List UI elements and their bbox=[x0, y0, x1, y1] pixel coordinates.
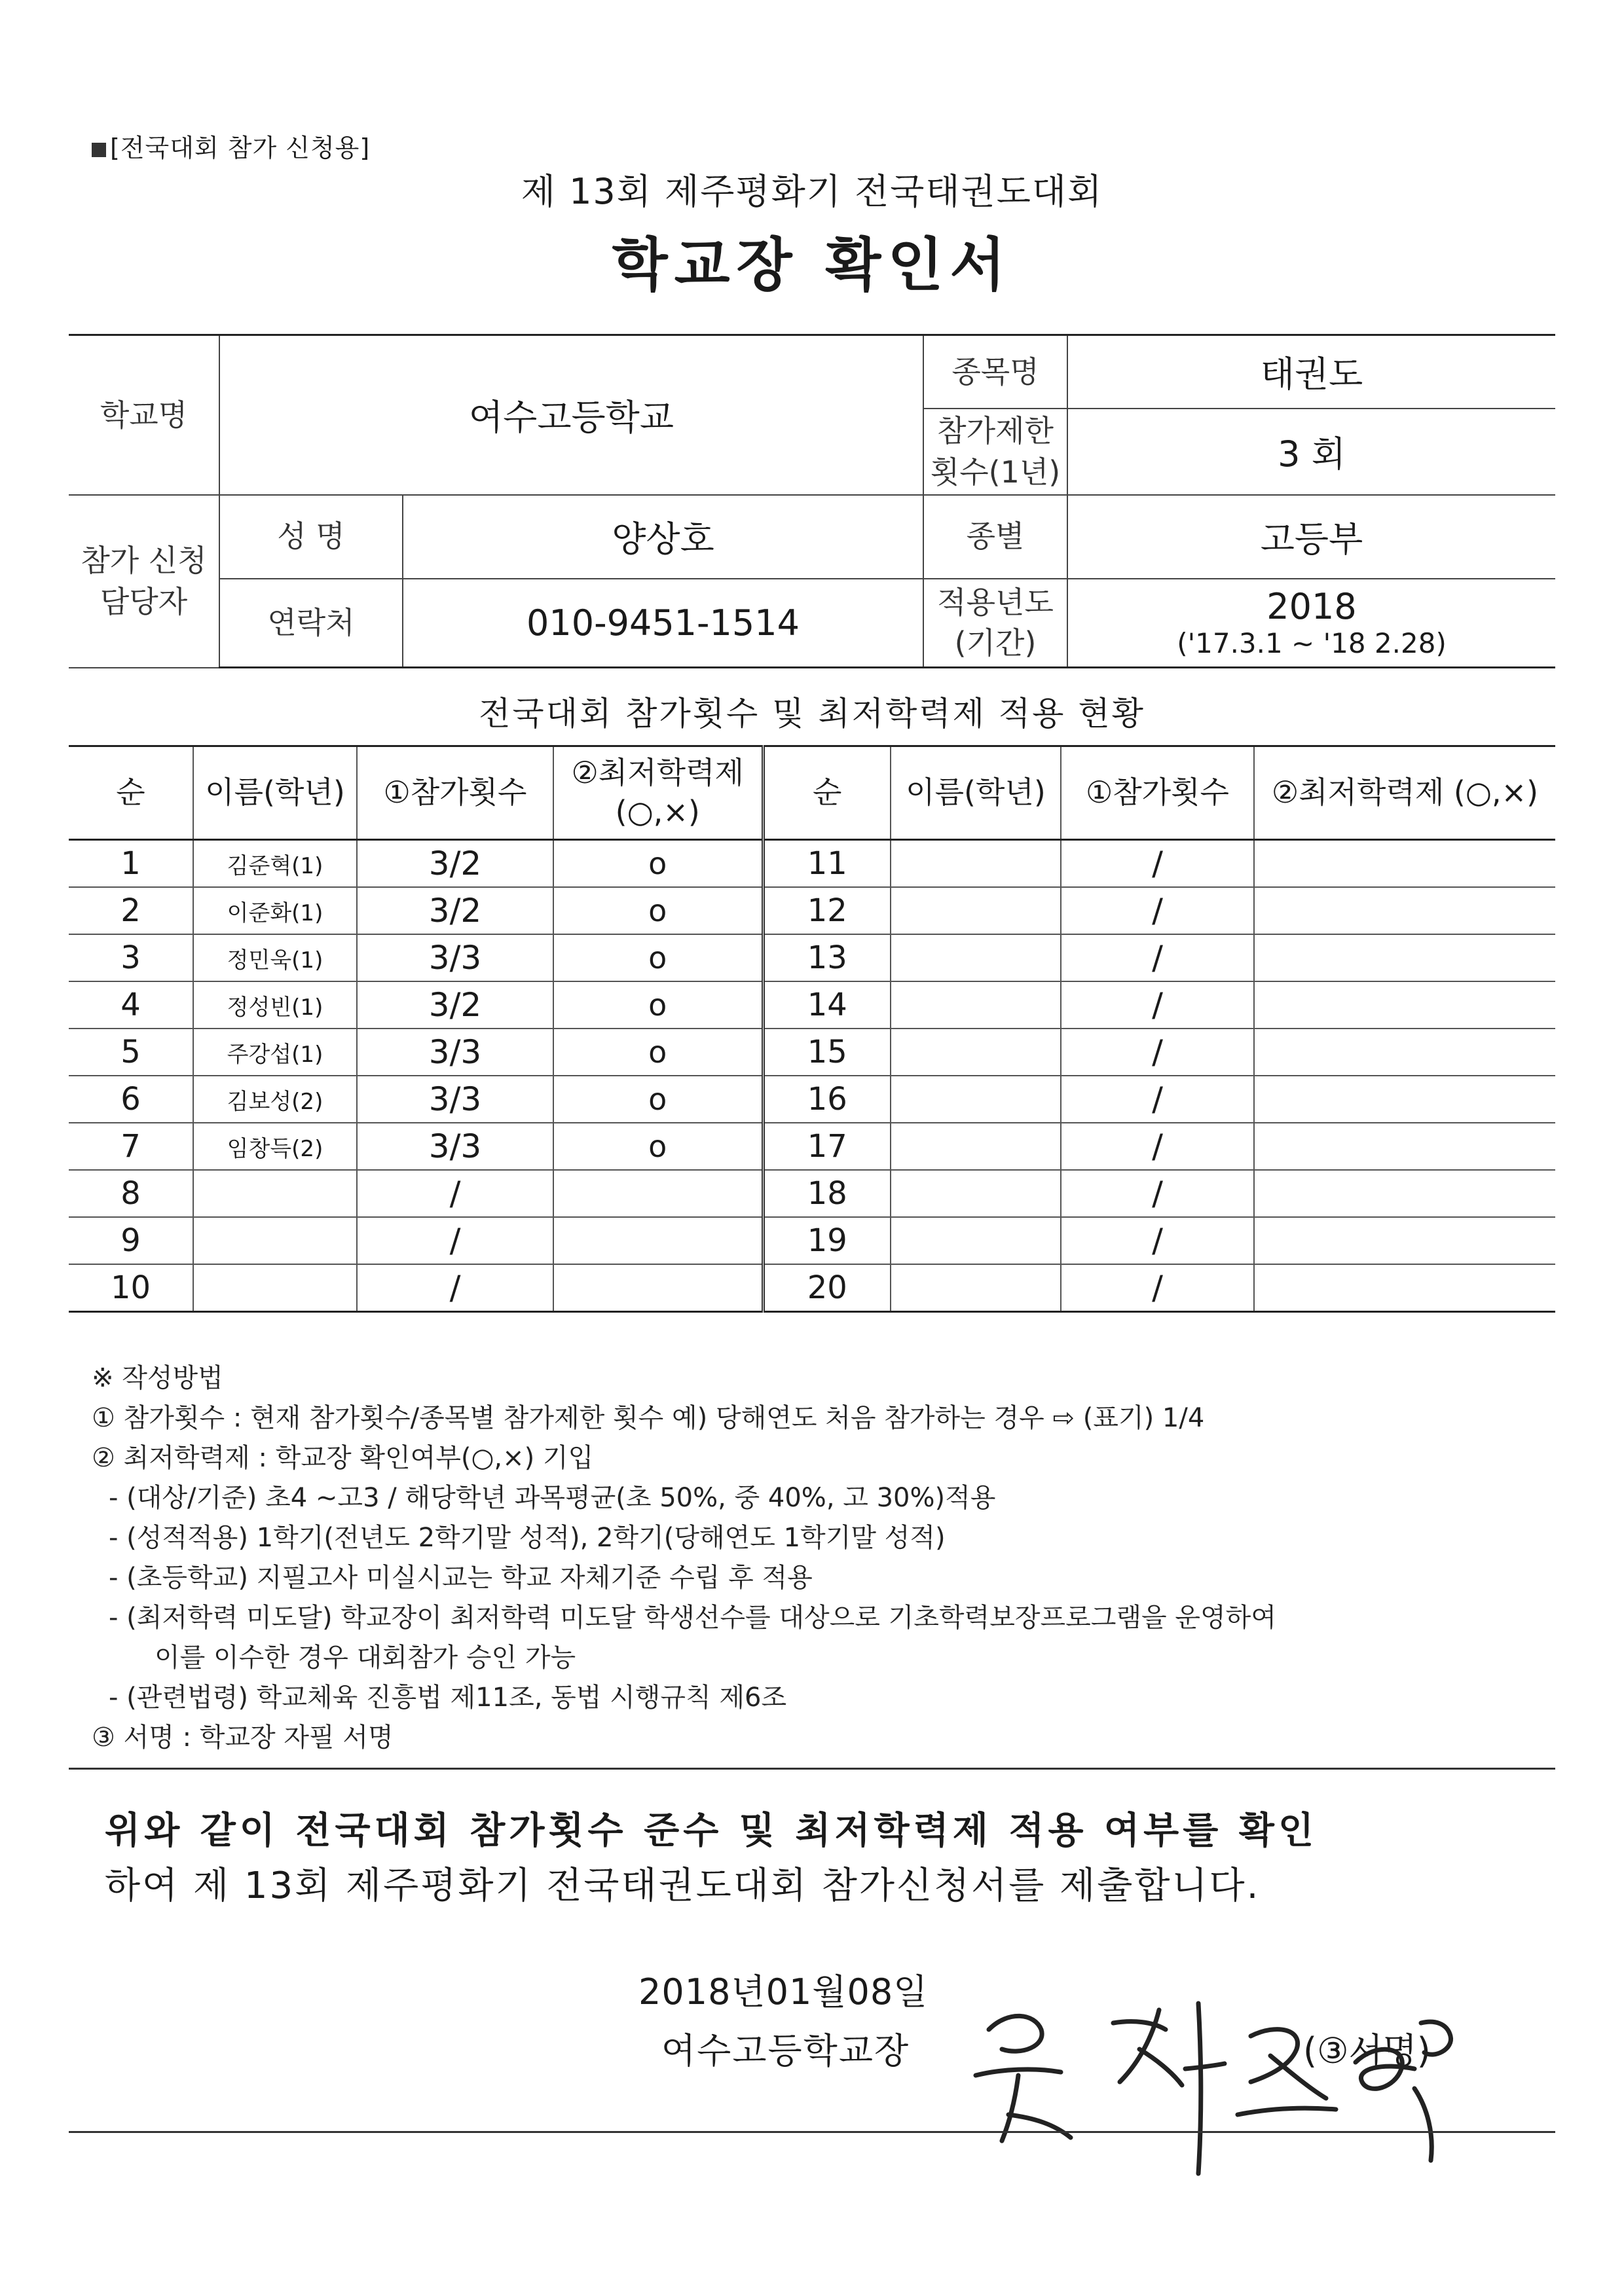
table-row bbox=[69, 1029, 1555, 1076]
row-number-2: 15 bbox=[763, 1029, 891, 1076]
row-name-2 bbox=[891, 1076, 1061, 1123]
note-not-reached: - (최저학력 미도달) 학교장이 최저학력 미도달 학생선수를 대상으로 기초학력보장프로그램을 운영하여 bbox=[109, 1603, 1276, 1633]
row-count-2: / bbox=[1061, 840, 1254, 888]
table-row bbox=[69, 1217, 1555, 1264]
applicant-label: 참가 신청 담당자 bbox=[69, 495, 219, 668]
row-number-2: 18 bbox=[763, 1170, 891, 1217]
row-count-2: / bbox=[1061, 1123, 1254, 1170]
col-header-no-2: 순 bbox=[763, 746, 891, 840]
row-min-academic-2 bbox=[1254, 887, 1555, 934]
division-value: 고등부 bbox=[1067, 495, 1555, 579]
row-min-academic-2 bbox=[1254, 981, 1555, 1029]
contact-label: 연락처 bbox=[219, 579, 403, 668]
year-value: 2018 bbox=[1266, 586, 1357, 628]
row-count: 3/2 bbox=[357, 887, 553, 934]
col-header-min-academic-2: ②최저학력제 (○,×) bbox=[1254, 746, 1555, 840]
section-title: 전국대회 참가횟수 및 최저학력제 적용 현황 bbox=[479, 695, 1145, 733]
row-number-2: 13 bbox=[763, 934, 891, 981]
col-header-min-academic: ②최저학력제 (○,×) bbox=[553, 746, 763, 840]
limit-value: 3 회 bbox=[1067, 409, 1555, 495]
note-min-academic: ② 최저학력제 : 학교장 확인여부(○,×) 기입 bbox=[92, 1443, 594, 1473]
school-name: 여수고등학교 bbox=[219, 335, 923, 495]
row-name: 주강섭(1) bbox=[193, 1029, 357, 1076]
row-min-academic: o bbox=[553, 981, 763, 1029]
row-number-2: 19 bbox=[763, 1217, 891, 1264]
row-min-academic: o bbox=[553, 887, 763, 934]
note-count: ① 참가횟수 : 현재 참가횟수/종목별 참가제한 횟수 예) 당해연도 처음 참가하는 경우 ⇨ (표기) 1/4 bbox=[92, 1403, 1205, 1433]
bottom-line bbox=[69, 2131, 1555, 2133]
contact-value: 010-9451-1514 bbox=[403, 579, 923, 668]
row-count: 3/2 bbox=[357, 840, 553, 888]
row-number: 1 bbox=[69, 840, 193, 888]
row-name-2 bbox=[891, 981, 1061, 1029]
declaration bbox=[105, 1804, 1545, 1914]
row-min-academic-2 bbox=[1254, 1264, 1555, 1312]
form-type-text: [전국대회 참가 신청용] bbox=[110, 134, 371, 162]
row-min-academic bbox=[553, 1264, 763, 1312]
row-name-2 bbox=[891, 1029, 1061, 1076]
table-row bbox=[69, 840, 1555, 888]
name-label: 성 명 bbox=[219, 495, 403, 579]
row-name bbox=[193, 1170, 357, 1217]
col-header-name-2: 이름(학년) bbox=[891, 746, 1061, 840]
row-number: 6 bbox=[69, 1076, 193, 1123]
row-number-2: 14 bbox=[763, 981, 891, 1029]
row-count-2: / bbox=[1061, 1029, 1254, 1076]
sign-label: (③서명) bbox=[1303, 2030, 1431, 2071]
row-number: 8 bbox=[69, 1170, 193, 1217]
row-min-academic-2 bbox=[1254, 1217, 1555, 1264]
sign-date: 2018년01월08일 bbox=[638, 1971, 929, 2013]
row-min-academic-2 bbox=[1254, 1170, 1555, 1217]
table-row bbox=[69, 981, 1555, 1029]
row-min-academic: o bbox=[553, 840, 763, 888]
row-name: 정성빈(1) bbox=[193, 981, 357, 1029]
row-name-2 bbox=[891, 887, 1061, 934]
row-count-2: / bbox=[1061, 887, 1254, 934]
event-label: 종목명 bbox=[923, 335, 1067, 409]
event-subtitle: 제 13회 제주평화기 전국태권도대회 bbox=[521, 171, 1103, 212]
declaration-line-2: 하여 제 13회 제주평화기 전국태권도대회 참가신청서를 제출합니다. bbox=[105, 1865, 1261, 1907]
limit-label: 참가제한 횟수(1년) bbox=[923, 409, 1067, 495]
row-count-2: / bbox=[1061, 1170, 1254, 1217]
row-name bbox=[193, 1217, 357, 1264]
row-min-academic bbox=[553, 1217, 763, 1264]
row-count: 3/3 bbox=[357, 1123, 553, 1170]
row-name-2 bbox=[891, 934, 1061, 981]
table-row bbox=[69, 1170, 1555, 1217]
handwritten-signature bbox=[963, 1984, 1480, 2180]
row-count-2: / bbox=[1061, 934, 1254, 981]
row-count: 3/3 bbox=[357, 1029, 553, 1076]
row-number: 9 bbox=[69, 1217, 193, 1264]
row-name: 김보성(2) bbox=[193, 1076, 357, 1123]
table-row bbox=[69, 887, 1555, 934]
note-elementary: - (초등학교) 지필고사 미실시교는 학교 자체기준 수립 후 적용 bbox=[109, 1563, 813, 1593]
row-number-2: 11 bbox=[763, 840, 891, 888]
row-count-2: / bbox=[1061, 981, 1254, 1029]
applicant-name: 양상호 bbox=[403, 495, 923, 579]
row-number-2: 12 bbox=[763, 887, 891, 934]
row-count: / bbox=[357, 1170, 553, 1217]
row-name-2 bbox=[891, 1217, 1061, 1264]
row-min-academic-2 bbox=[1254, 934, 1555, 981]
form-type-tag bbox=[92, 128, 370, 164]
note-law: - (관련법령) 학교체육 진흥법 제11조, 동법 시행규칙 제6조 bbox=[109, 1683, 787, 1713]
row-number-2: 16 bbox=[763, 1076, 891, 1123]
row-number-2: 20 bbox=[763, 1264, 891, 1312]
row-name-2 bbox=[891, 1170, 1061, 1217]
row-number-2: 17 bbox=[763, 1123, 891, 1170]
row-number: 5 bbox=[69, 1029, 193, 1076]
row-min-academic: o bbox=[553, 934, 763, 981]
row-min-academic: o bbox=[553, 1029, 763, 1076]
row-name-2 bbox=[891, 1264, 1061, 1312]
row-count: / bbox=[357, 1264, 553, 1312]
row-min-academic bbox=[553, 1170, 763, 1217]
table-row bbox=[69, 1076, 1555, 1123]
row-number: 3 bbox=[69, 934, 193, 981]
school-info-table bbox=[69, 334, 1555, 668]
col-header-name: 이름(학년) bbox=[193, 746, 357, 840]
table-row bbox=[69, 1123, 1555, 1170]
col-header-count: ①참가횟수 bbox=[357, 746, 553, 840]
note-signature: ③ 서명 : 학교장 자필 서명 bbox=[92, 1722, 394, 1753]
row-count: 3/3 bbox=[357, 1076, 553, 1123]
row-name: 정민욱(1) bbox=[193, 934, 357, 981]
row-number: 10 bbox=[69, 1264, 193, 1312]
table-header-row bbox=[69, 746, 1555, 840]
row-name: 이준화(1) bbox=[193, 887, 357, 934]
row-name: 김준혁(1) bbox=[193, 840, 357, 888]
year-label: 적용년도 (기간) bbox=[923, 579, 1067, 668]
school-label: 학교명 bbox=[69, 335, 219, 495]
col-header-no: 순 bbox=[69, 746, 193, 840]
event-name: 태권도 bbox=[1067, 335, 1555, 409]
row-min-academic: o bbox=[553, 1123, 763, 1170]
row-number: 4 bbox=[69, 981, 193, 1029]
participation-table bbox=[69, 745, 1555, 1313]
year-period: ('17.3.1 ~ '18 2.28) bbox=[1177, 627, 1447, 660]
divider-line bbox=[69, 1768, 1555, 1770]
row-name bbox=[193, 1264, 357, 1312]
division-label: 종별 bbox=[923, 495, 1067, 579]
row-min-academic-2 bbox=[1254, 1076, 1555, 1123]
row-number: 2 bbox=[69, 887, 193, 934]
square-bullet-icon bbox=[92, 143, 106, 157]
year-cell bbox=[1067, 579, 1555, 668]
row-min-academic-2 bbox=[1254, 1029, 1555, 1076]
instructions bbox=[92, 1358, 1552, 1758]
col-header-count-2: ①참가횟수 bbox=[1061, 746, 1254, 840]
table-row bbox=[69, 934, 1555, 981]
row-count-2: / bbox=[1061, 1076, 1254, 1123]
document-title: 학교장 확인서 bbox=[612, 231, 1012, 299]
row-count: 3/3 bbox=[357, 934, 553, 981]
row-min-academic: o bbox=[553, 1076, 763, 1123]
table-row bbox=[69, 1264, 1555, 1312]
row-count-2: / bbox=[1061, 1264, 1254, 1312]
note-not-reached-cont: 이를 이수한 경우 대회참가 승인 가능 bbox=[155, 1643, 576, 1673]
row-name-2 bbox=[891, 1123, 1061, 1170]
notes-heading: ※ 작성방법 bbox=[92, 1363, 223, 1393]
row-min-academic-2 bbox=[1254, 1123, 1555, 1170]
row-name-2 bbox=[891, 840, 1061, 888]
principal-title: 여수고등학교장 bbox=[661, 2030, 910, 2071]
row-count: / bbox=[357, 1217, 553, 1264]
row-number: 7 bbox=[69, 1123, 193, 1170]
declaration-line-1: 위와 같이 전국대회 참가횟수 준수 및 최저학력제 적용 여부를 확인 bbox=[105, 1810, 1318, 1852]
row-count-2: / bbox=[1061, 1217, 1254, 1264]
note-criteria: - (대상/기준) 초4 ~고3 / 해당학년 과목평균(초 50%, 중 40%, 고 30%)적용 bbox=[109, 1483, 996, 1513]
row-count: 3/2 bbox=[357, 981, 553, 1029]
row-min-academic-2 bbox=[1254, 840, 1555, 888]
note-grades: - (성적적용) 1학기(전년도 2학기말 성적), 2학기(당해연도 1학기말 성적) bbox=[109, 1523, 946, 1553]
row-name: 임창득(2) bbox=[193, 1123, 357, 1170]
